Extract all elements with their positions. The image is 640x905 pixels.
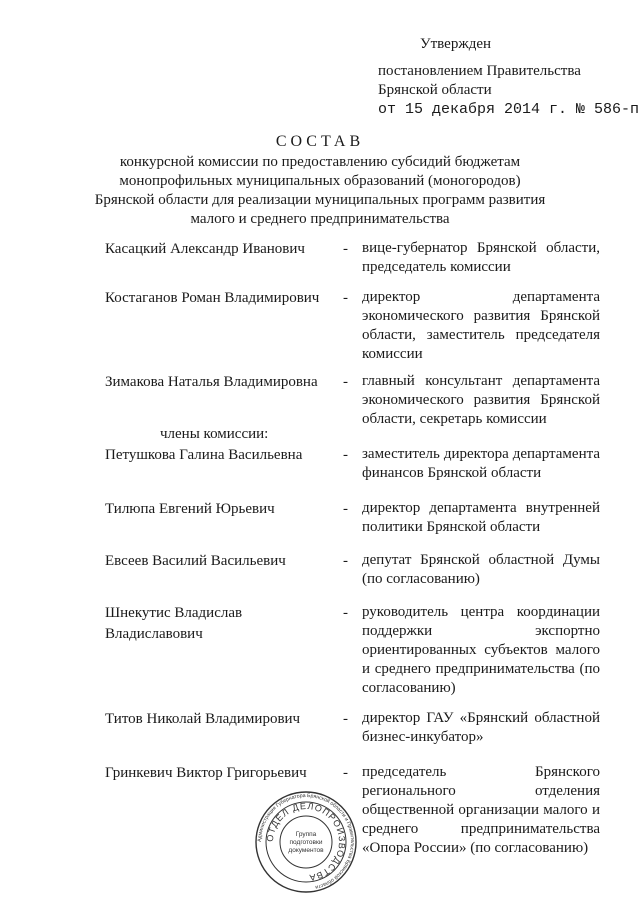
subtitle-line: конкурсной комиссии по предоставлению субсидий бюджетам (119, 154, 521, 170)
member-dash: - (343, 711, 348, 727)
page-title: СОСТАВ (275, 133, 365, 150)
stamp-center-line2: подготовки (289, 839, 323, 846)
member-role: директор департамента внутренней политики Брянской области (362, 500, 600, 535)
stamp-center-line3: документов (288, 847, 324, 854)
members-label: члены комиссии: (160, 426, 269, 442)
member-role: председатель Брянского регионального отделения общественной организации малого и среднего предпринимательства «Опора России» (по согласованию) (362, 764, 600, 856)
approval-heading: Утвержден (420, 36, 492, 52)
member-name: Титов Николай Владимирович (105, 711, 301, 727)
member-name: Евсеев Василий Васильевич (105, 553, 286, 569)
member-dash: - (343, 290, 348, 306)
member-role: главный консультант департамента экономического развития Брянской области, секретарь комиссии (362, 373, 600, 427)
member-name: Зимакова Наталья Владимировна (105, 374, 318, 390)
member-role: руководитель центра координации поддержки экспортно ориентированных субъектов малого и среднего предпринимательства (по согласованию) (362, 604, 600, 696)
subtitle-line: Брянской области для реализации муниципальных программ развития (94, 192, 546, 208)
member-dash: - (343, 553, 348, 569)
member-name: Шнекутис Владислав Владиславович (105, 605, 243, 642)
department-stamp (254, 790, 358, 894)
stamp-center-line1: Группа (295, 831, 317, 838)
approval-date: от 15 декабря 2014 г. № 586-п (378, 101, 640, 118)
member-role: вице-губернатор Брянской области, председатель комиссии (362, 240, 600, 275)
stamp-ring-text: ОТДЕЛ ДЕЛОПРОИЗВОДСТВА (264, 800, 348, 883)
subtitle-line: монопрофильных муниципальных образований (моногородов) (119, 173, 521, 189)
approval-issuer: постановлением Правительства (378, 63, 581, 79)
member-dash: - (343, 374, 348, 390)
member-role: директор ГАУ «Брянский областной бизнес-инкубатор» (362, 710, 600, 745)
member-dash: - (343, 605, 348, 621)
member-dash: - (343, 447, 348, 463)
member-name: Петушкова Галина Васильевна (105, 447, 303, 463)
member-dash: - (343, 765, 348, 781)
member-name: Костаганов Роман Владимирович (105, 290, 320, 306)
subtitle-line: малого и среднего предпринимательства (190, 211, 450, 227)
stamp-outer-text: Администрация Губернатора Брянской области и Правительства Брянской области (256, 792, 356, 890)
member-name: Тилюпа Евгений Юрьевич (105, 501, 275, 517)
member-dash: - (343, 241, 348, 257)
member-role: заместитель директора департамента финансов Брянской области (362, 446, 600, 481)
member-role: директор департамента экономического развития Брянской области, заместитель председателя комиссии (362, 289, 600, 362)
member-name: Гринкевич Виктор Григорьевич (105, 765, 307, 781)
member-role: депутат Брянской областной Думы (по согласованию) (362, 552, 600, 587)
member-name: Касацкий Александр Иванович (105, 241, 305, 257)
member-dash: - (343, 501, 348, 517)
approval-region: Брянской области (378, 82, 492, 98)
